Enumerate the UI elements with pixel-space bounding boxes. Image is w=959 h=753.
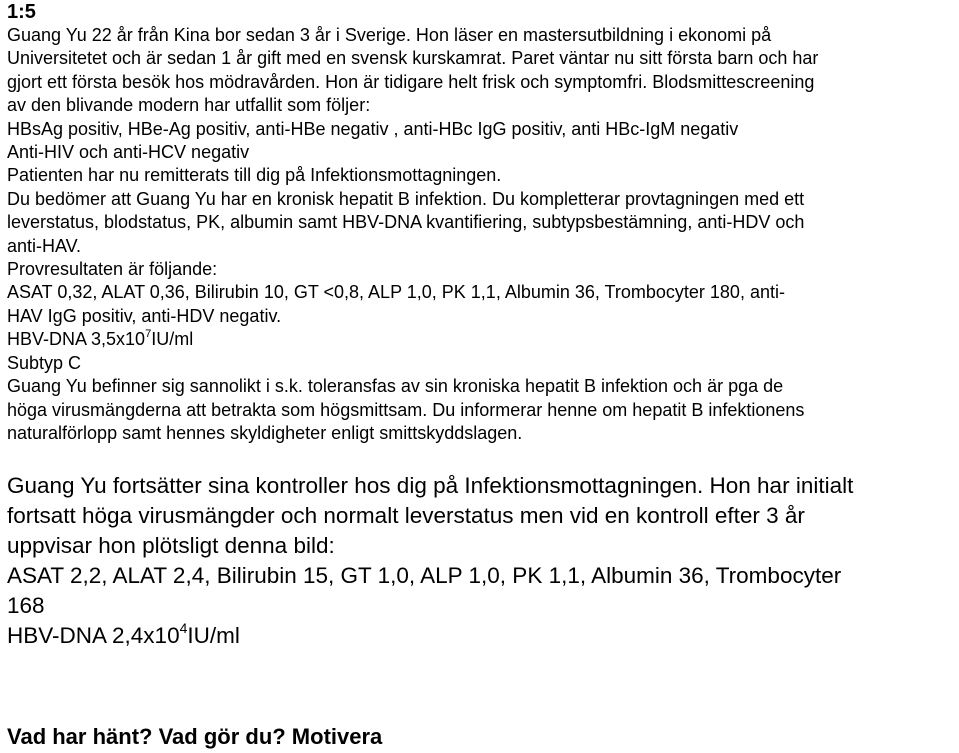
hiv-hcv-results: Anti-HIV och anti-HCV negativ — [7, 142, 250, 163]
case-line: av den blivande modern har utfallit som följer: — [7, 95, 371, 116]
assessment-line: höga virusmängderna att betrakta som högsmittsam. Du informerar henne om hepatit B infektionens — [7, 399, 805, 420]
hbv-dna-initial — [7, 328, 957, 351]
followup-line: uppvisar hon plötsligt denna bild: — [7, 533, 335, 559]
hbv-dna-exponent: 7 — [145, 328, 152, 341]
referral-line: Patienten har nu remitterats till dig på Infektionsmottagningen. — [7, 165, 502, 186]
followup-line: Guang Yu fortsätter sina kontroller hos dig på Infektionsmottagningen. Hon har initialt — [7, 473, 854, 499]
assessment-line: Guang Yu befinner sig sannolikt i s.k. toleransfas av sin kroniska hepatit B infektion och är pga de — [7, 376, 784, 397]
assessment-line: naturalförlopp samt hennes skyldigheter enligt smittskyddslagen. — [7, 422, 523, 443]
subtype-line: Subtyp C — [7, 352, 82, 373]
hbv-dna-exponent: 4 — [179, 620, 188, 637]
followup-line: fortsatt höga virusmängder och normalt leverstatus men vid en kontroll efter 3 år — [7, 503, 805, 529]
hbv-dna-unit: IU/ml — [151, 329, 194, 350]
followup-lab-line: 168 — [7, 593, 45, 619]
case-line: Du bedömer att Guang Yu har en kronisk hepatit B infektion. Du kompletterar provtagningen med ett — [7, 188, 805, 209]
case-number-heading: 1:5 — [7, 1, 36, 23]
case-description — [7, 24, 957, 445]
lab-results-line: ASAT 0,32, ALAT 0,36, Bilirubin 10, GT <0,8, ALP 1,0, PK 1,1, Albumin 36, Trombocyter 180, anti- — [7, 282, 785, 303]
lab-results-line: HAV IgG positiv, anti-HDV negativ. — [7, 305, 282, 326]
document-page — [7, 0, 957, 749]
hbv-dna-followup — [7, 621, 957, 651]
hbv-dna-label: HBV-DNA 3,5x10 — [7, 329, 146, 350]
case-line: Universitetet och är sedan 1 år gift med en svensk kurskamrat. Paret väntar nu sitt första barn och har — [7, 48, 819, 69]
hbv-dna-label: HBV-DNA 2,4x10 — [7, 623, 180, 649]
followup-section — [7, 471, 957, 651]
case-line: gjort ett första besök hos mödravården. Hon är tidigare helt frisk och symptomfri. Blodsmittescreening — [7, 71, 815, 92]
serology-results: HBsAg positiv, HBe-Ag positiv, anti-HBe negativ , anti-HBc IgG positiv, anti HBc-IgM negativ — [7, 118, 739, 139]
question-prompt: Vad har hänt? Vad gör du? Motivera — [7, 724, 383, 749]
case-line: leverstatus, blodstatus, PK, albumin samt HBV-DNA kvantifiering, subtypsbestämning, anti-HDV och — [7, 212, 805, 233]
followup-lab-line: ASAT 2,2, ALAT 2,4, Bilirubin 15, GT 1,0, ALP 1,0, PK 1,1, Albumin 36, Trombocyter — [7, 563, 842, 589]
results-heading: Provresultaten är följande: — [7, 259, 218, 280]
hbv-dna-unit: IU/ml — [187, 623, 240, 649]
case-line: Guang Yu 22 år från Kina bor sedan 3 år i Sverige. Hon läser en mastersutbildning i ekonomi på — [7, 25, 772, 45]
case-line: anti-HAV. — [7, 235, 82, 256]
